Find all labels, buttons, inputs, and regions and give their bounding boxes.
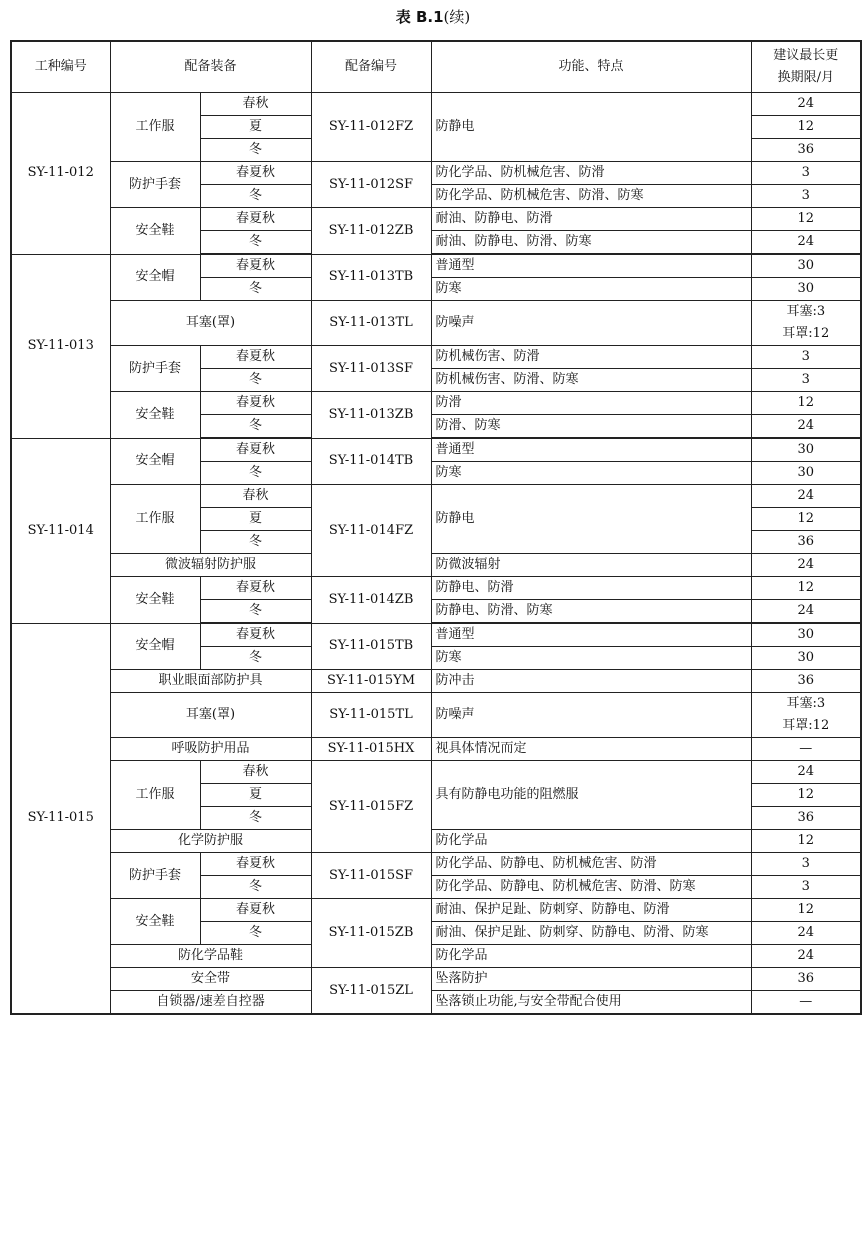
item-cell: 自锁器/速差自控器 — [110, 991, 311, 1015]
function-cell: 防滑、防寒 — [431, 415, 751, 439]
item-cell: 安全帽 — [110, 254, 200, 301]
item-cell: 防护手套 — [110, 162, 200, 208]
function-cell: 普通型 — [431, 438, 751, 462]
equip-code-cell: SY-11-013SF — [311, 346, 431, 392]
function-cell: 防化学品、防机械危害、防滑 — [431, 162, 751, 185]
function-cell: 普通型 — [431, 254, 751, 278]
table-row — [11, 438, 861, 462]
period-cell: 12 — [751, 392, 861, 415]
season-cell: 春夏秋 — [200, 162, 311, 185]
table-row — [11, 693, 861, 738]
table-row — [11, 346, 861, 369]
period-cell: 30 — [751, 462, 861, 485]
table-row — [11, 162, 861, 185]
equip-code-cell: SY-11-013TL — [311, 301, 431, 346]
period-cell: 3 — [751, 876, 861, 899]
season-cell: 冬 — [200, 807, 311, 830]
period-cell: 24 — [751, 600, 861, 624]
season-cell: 春秋 — [200, 485, 311, 508]
season-cell: 冬 — [200, 139, 311, 162]
item-cell: 工作服 — [110, 485, 200, 554]
season-cell: 冬 — [200, 647, 311, 670]
function-cell: 视具体情况而定 — [431, 738, 751, 761]
period-cell: 12 — [751, 899, 861, 922]
period-cell: 36 — [751, 807, 861, 830]
header-equipment: 配备装备 — [110, 41, 311, 93]
header-job-code: 工种编号 — [11, 41, 110, 93]
function-cell: 耐油、保护足趾、防刺穿、防静电、防滑、防寒 — [431, 922, 751, 945]
job-code-cell: SY-11-014 — [11, 438, 110, 623]
equip-code-cell: SY-11-015FZ — [311, 761, 431, 853]
header-row — [11, 41, 861, 93]
period-cell: 30 — [751, 438, 861, 462]
season-cell: 冬 — [200, 531, 311, 554]
table-row — [11, 761, 861, 784]
job-code-cell: SY-11-012 — [11, 93, 110, 255]
equip-code-cell: SY-11-013ZB — [311, 392, 431, 439]
season-cell: 冬 — [200, 600, 311, 624]
table-row — [11, 670, 861, 693]
table-row — [11, 485, 861, 508]
item-cell: 安全帽 — [110, 438, 200, 485]
period-cell: 12 — [751, 208, 861, 231]
header-period — [751, 41, 861, 93]
period-cell: 12 — [751, 577, 861, 600]
season-cell: 春夏秋 — [200, 577, 311, 600]
period-line: 耳罩:12 — [782, 326, 830, 341]
season-cell: 冬 — [200, 462, 311, 485]
period-cell: 3 — [751, 162, 861, 185]
table-row — [11, 830, 861, 853]
header-period-line1: 建议最长更 — [773, 48, 839, 63]
function-cell: 防化学品 — [431, 945, 751, 968]
function-cell: 防化学品 — [431, 830, 751, 853]
function-cell: 防机械伤害、防滑 — [431, 346, 751, 369]
season-cell: 冬 — [200, 185, 311, 208]
period-cell: 24 — [751, 231, 861, 255]
function-cell: 防噪声 — [431, 301, 751, 346]
item-cell: 安全鞋 — [110, 899, 200, 945]
function-cell: 防静电、防滑、防寒 — [431, 600, 751, 624]
item-cell: 安全鞋 — [110, 208, 200, 255]
equip-code-cell: SY-11-013TB — [311, 254, 431, 301]
season-cell: 春夏秋 — [200, 346, 311, 369]
season-cell: 春秋 — [200, 761, 311, 784]
period-line: 耳塞:3 — [786, 304, 826, 319]
table-row — [11, 853, 861, 876]
equip-code-cell: SY-11-014TB — [311, 438, 431, 485]
season-cell: 春夏秋 — [200, 392, 311, 415]
item-cell: 耳塞(罩) — [110, 301, 311, 346]
table-row — [11, 945, 861, 968]
period-cell: 3 — [751, 185, 861, 208]
equip-code-cell: SY-11-012ZB — [311, 208, 431, 255]
function-cell: 耐油、保护足趾、防刺穿、防静电、防滑 — [431, 899, 751, 922]
period-cell: 3 — [751, 853, 861, 876]
function-cell: 坠落防护 — [431, 968, 751, 991]
period-cell: 3 — [751, 346, 861, 369]
period-cell: 36 — [751, 670, 861, 693]
season-cell: 冬 — [200, 922, 311, 945]
function-cell: 防化学品、防静电、防机械危害、防滑、防寒 — [431, 876, 751, 899]
equip-code-cell: SY-11-015TL — [311, 693, 431, 738]
table-row — [11, 554, 861, 577]
period-cell: 12 — [751, 830, 861, 853]
item-cell: 安全鞋 — [110, 577, 200, 624]
season-cell: 春夏秋 — [200, 623, 311, 647]
job-code-cell: SY-11-015 — [11, 623, 110, 1014]
season-cell: 冬 — [200, 876, 311, 899]
equip-code-cell: SY-11-015ZB — [311, 899, 431, 968]
function-cell: 防机械伤害、防滑、防寒 — [431, 369, 751, 392]
season-cell: 春夏秋 — [200, 899, 311, 922]
header-equip-code: 配备编号 — [311, 41, 431, 93]
period-cell: 12 — [751, 784, 861, 807]
table-row — [11, 208, 861, 231]
item-cell: 安全鞋 — [110, 392, 200, 439]
season-cell: 冬 — [200, 415, 311, 439]
season-cell: 夏 — [200, 116, 311, 139]
table-row — [11, 738, 861, 761]
function-cell: 防化学品、防机械危害、防滑、防寒 — [431, 185, 751, 208]
table-row — [11, 93, 861, 116]
table-row — [11, 899, 861, 922]
item-cell: 化学防护服 — [110, 830, 311, 853]
caption-suffix: (续) — [443, 8, 471, 26]
item-cell: 耳塞(罩) — [110, 693, 311, 738]
function-cell: 防冲击 — [431, 670, 751, 693]
period-cell: 30 — [751, 254, 861, 278]
equip-code-cell: SY-11-014FZ — [311, 485, 431, 577]
period-cell — [751, 301, 861, 346]
item-cell: 工作服 — [110, 93, 200, 162]
table-row — [11, 623, 861, 647]
function-cell: 坠落锁止功能,与安全带配合使用 — [431, 991, 751, 1015]
function-cell: 防静电 — [431, 93, 751, 162]
table-row — [11, 577, 861, 600]
period-cell: 24 — [751, 922, 861, 945]
item-cell: 呼吸防护用品 — [110, 738, 311, 761]
period-cell: 24 — [751, 93, 861, 116]
season-cell: 春夏秋 — [200, 208, 311, 231]
function-cell: 防微波辐射 — [431, 554, 751, 577]
period-cell: 30 — [751, 278, 861, 301]
header-period-line2: 换期限/月 — [777, 70, 834, 85]
season-cell: 春夏秋 — [200, 853, 311, 876]
period-cell: 24 — [751, 761, 861, 784]
item-cell: 防护手套 — [110, 853, 200, 899]
period-cell: 24 — [751, 554, 861, 577]
period-cell: 12 — [751, 116, 861, 139]
table-row — [11, 991, 861, 1015]
header-function: 功能、特点 — [431, 41, 751, 93]
function-cell: 普通型 — [431, 623, 751, 647]
table-row — [11, 392, 861, 415]
table-row — [11, 301, 861, 346]
ppe-table — [10, 40, 862, 1015]
equip-code-cell: SY-11-015TB — [311, 623, 431, 670]
item-cell: 工作服 — [110, 761, 200, 830]
season-cell: 冬 — [200, 278, 311, 301]
caption-prefix: 表 — [395, 8, 416, 26]
caption-label: B.1 — [415, 8, 444, 26]
period-cell: 30 — [751, 647, 861, 670]
item-cell: 防化学品鞋 — [110, 945, 311, 968]
job-code-cell: SY-11-013 — [11, 254, 110, 438]
period-cell: 3 — [751, 369, 861, 392]
period-cell: 36 — [751, 968, 861, 991]
season-cell: 春秋 — [200, 93, 311, 116]
function-cell: 防寒 — [431, 462, 751, 485]
period-line: 耳罩:12 — [782, 718, 830, 733]
item-cell: 微波辐射防护服 — [110, 554, 311, 577]
function-cell: 耐油、防静电、防滑 — [431, 208, 751, 231]
period-cell: 36 — [751, 531, 861, 554]
function-cell: 防寒 — [431, 278, 751, 301]
equip-code-cell: SY-11-015ZL — [311, 968, 431, 1015]
function-cell: 具有防静电功能的阻燃服 — [431, 761, 751, 830]
equip-code-cell: SY-11-015SF — [311, 853, 431, 899]
period-cell — [751, 693, 861, 738]
period-cell: 12 — [751, 508, 861, 531]
period-cell: 24 — [751, 415, 861, 439]
item-cell: 安全带 — [110, 968, 311, 991]
function-cell: 防静电 — [431, 485, 751, 554]
season-cell: 冬 — [200, 369, 311, 392]
function-cell: 耐油、防静电、防滑、防寒 — [431, 231, 751, 255]
period-cell: 24 — [751, 485, 861, 508]
season-cell: 春夏秋 — [200, 254, 311, 278]
period-cell: — — [751, 738, 861, 761]
function-cell: 防噪声 — [431, 693, 751, 738]
season-cell: 夏 — [200, 508, 311, 531]
season-cell: 冬 — [200, 231, 311, 255]
function-cell: 防化学品、防静电、防机械危害、防滑 — [431, 853, 751, 876]
table-caption — [0, 6, 866, 28]
period-cell: 36 — [751, 139, 861, 162]
period-cell: 24 — [751, 945, 861, 968]
function-cell: 防寒 — [431, 647, 751, 670]
equip-code-cell: SY-11-012FZ — [311, 93, 431, 162]
period-cell: — — [751, 991, 861, 1015]
period-cell: 30 — [751, 623, 861, 647]
table-row — [11, 254, 861, 278]
item-cell: 职业眼面部防护具 — [110, 670, 311, 693]
equip-code-cell: SY-11-015HX — [311, 738, 431, 761]
function-cell: 防静电、防滑 — [431, 577, 751, 600]
period-line: 耳塞:3 — [786, 696, 826, 711]
season-cell: 夏 — [200, 784, 311, 807]
equip-code-cell: SY-11-014ZB — [311, 577, 431, 624]
table-row — [11, 968, 861, 991]
season-cell: 春夏秋 — [200, 438, 311, 462]
item-cell: 安全帽 — [110, 623, 200, 670]
item-cell: 防护手套 — [110, 346, 200, 392]
function-cell: 防滑 — [431, 392, 751, 415]
equip-code-cell: SY-11-015YM — [311, 670, 431, 693]
equip-code-cell: SY-11-012SF — [311, 162, 431, 208]
